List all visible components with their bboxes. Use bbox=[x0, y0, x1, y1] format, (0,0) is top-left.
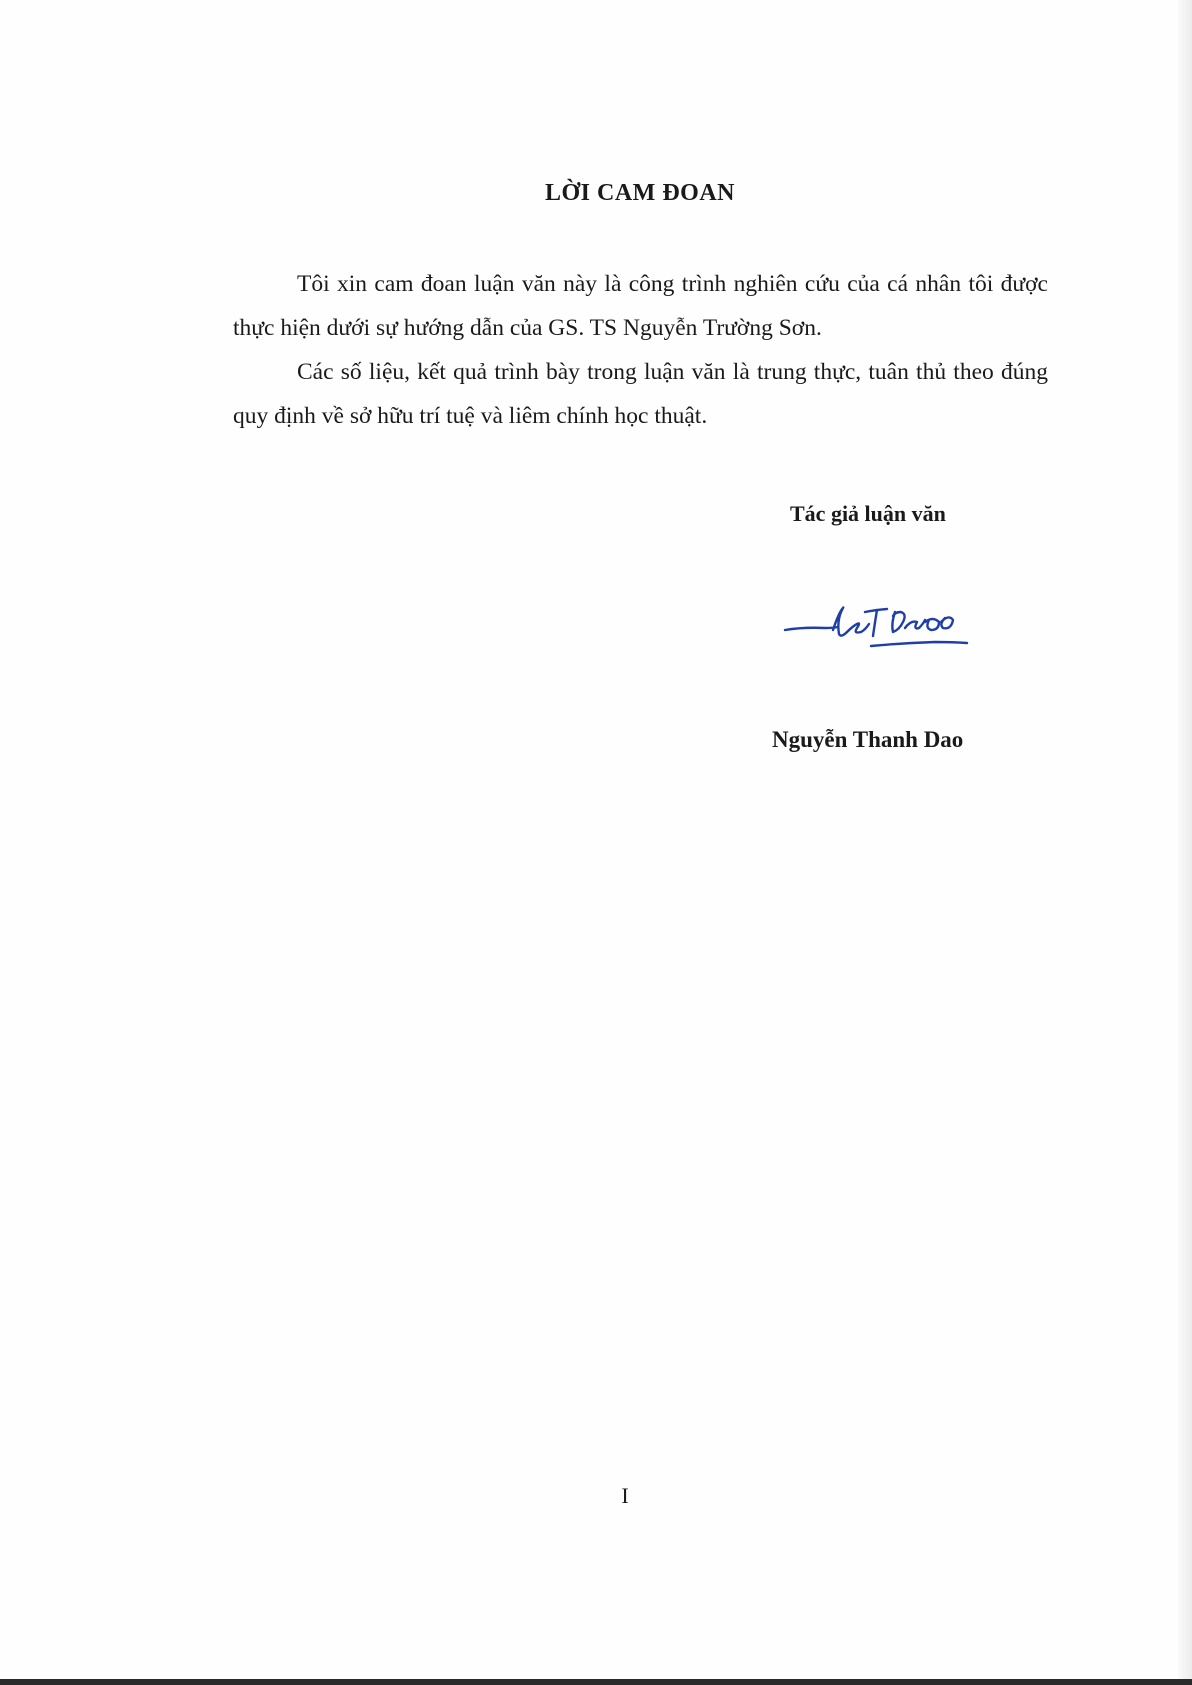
declaration-body bbox=[233, 262, 1048, 438]
author-label: Tác giả luận văn bbox=[790, 501, 946, 526]
page-title: LỜI CAM ĐOAN bbox=[545, 180, 735, 206]
declaration-paragraph-1: Tôi xin cam đoan luận văn này là công trình nghiên cứu của cá nhân tôi được thực hiện dưới sự hướng dẫn của GS. TS Nguyễn Trường Sơn. bbox=[233, 271, 1048, 341]
declaration-paragraph-2: Các số liệu, kết quả trình bày trong luận văn là trung thực, tuân thủ theo đúng quy định về sở hữu trí tuệ và liêm chính học thuật. bbox=[233, 359, 1048, 429]
author-signature bbox=[783, 600, 973, 660]
scan-bottom-edge bbox=[0, 1679, 1192, 1685]
page-edge-shadow bbox=[1178, 0, 1192, 1685]
author-name: Nguyễn Thanh Dao bbox=[772, 727, 964, 752]
page-number: I bbox=[621, 1483, 629, 1508]
